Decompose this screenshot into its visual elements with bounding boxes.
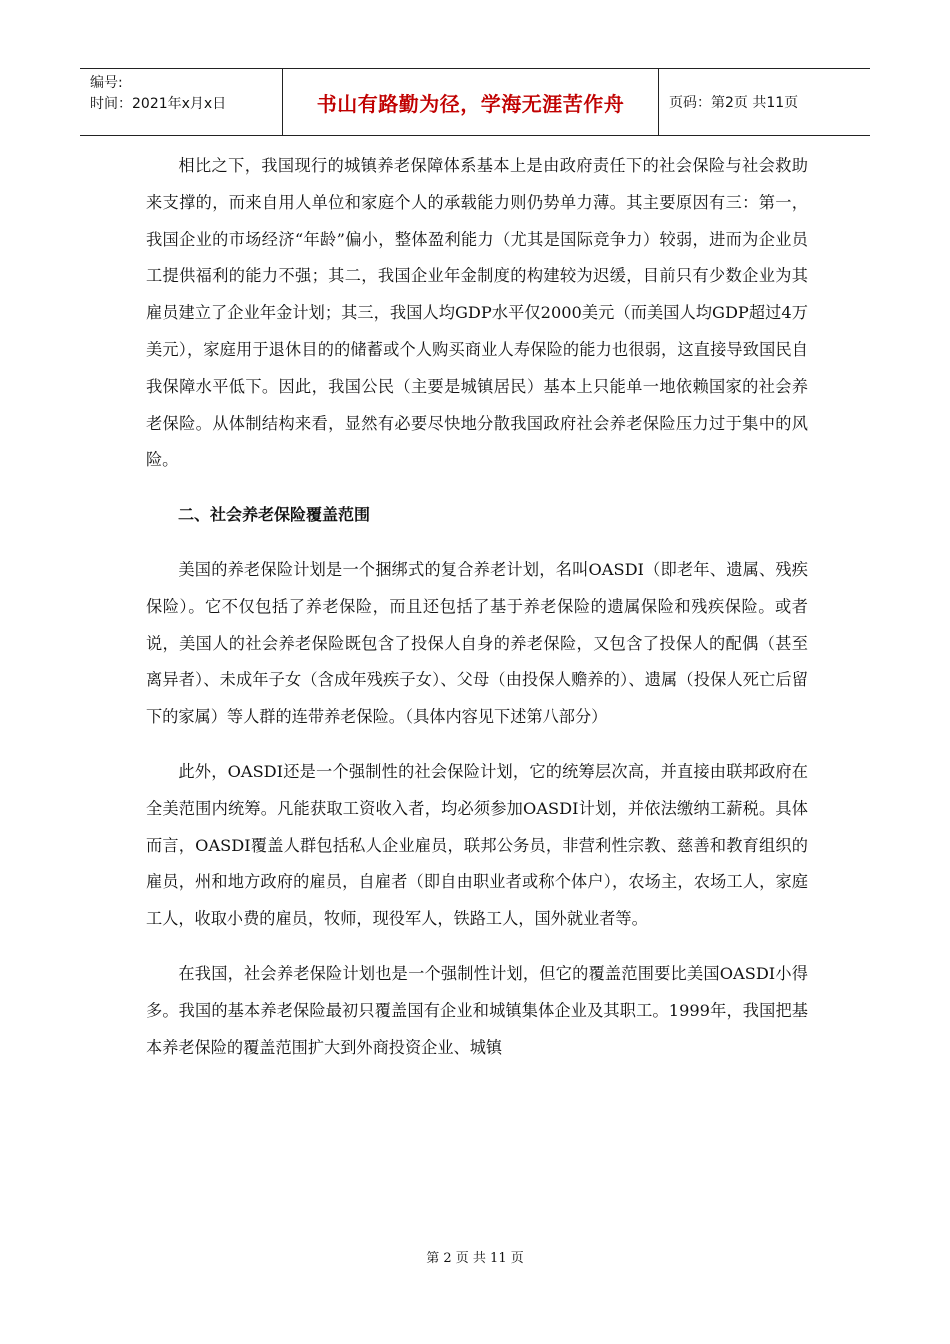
document-body [146,148,808,1066]
paragraph-3: 此外，OASDI还是一个强制性的社会保险计划，它的统筹层次高，并直接由联邦政府在全美范围内统筹。凡能获取工资收入者，均必须参加OASDI计划，并依法缴纳工薪税。具体而言，OASDI覆盖人群包括私人企业雇员，联邦公务员，非营利性宗教、慈善和教育组织的雇员，州和地方政府的雇员，自雇者（即自由职业者或称个体户），农场主，农场工人，家庭工人，收取小费的雇员，牧师，现役军人，铁路工人，国外就业者等。 [146,761,808,929]
document-number-label: 编号: [90,75,123,91]
header-meta [80,69,282,135]
paragraph-1: 相比之下，我国现行的城镇养老保障体系基本上是由政府责任下的社会保险与社会救助来支撑的，而来自用人单位和家庭个人的承载能力则仍势单力薄。其主要原因有三：第一，我国企业的市场经济“年龄”偏小，整体盈利能力（尤其是国际竞争力）较弱，进而为企业员工提供福利的能力不强；其二，我国企业年金制度的构建较为迟缓，目前只有少数企业为其雇员建立了企业年金计划；其三，我国人均GDP水平仅2000美元（而美国人均GDP超过4万美元），家庭用于退休目的的储蓄或个人购买商业人寿保险的能力也很弱，这直接导致国民自我保障水平低下。因此，我国公民（主要是城镇居民）基本上只能单一地依赖国家的社会养老保险。从体制结构来看，显然有必要尽快地分散我国政府社会养老保险压力过于集中的风险。 [146,156,808,470]
paragraph-4: 在我国，社会养老保险计划也是一个强制性计划，但它的覆盖范围要比美国OASDI小得多。我国的基本养老保险最初只覆盖国有企业和城镇集体企业及其职工。1999年，我国把基本养老保险的覆盖范围扩大到外商投资企业、城镇 [146,963,808,1057]
page-header [80,68,870,136]
document-time-label: 时间：2021年x月x日 [90,96,227,112]
paragraph-2: 美国的养老保险计划是一个捆绑式的复合养老计划，名叫OASDI（即老年、遗属、残疾保险）。它不仅包括了养老保险，而且还包括了基于养老保险的遗属保险和残疾保险。或者说，美国人的社会养老保险既包含了投保人自身的养老保险，又包含了投保人的配偶（甚至离异者）、未成年子女（含成年残疾子女）、父母（由投保人赡养的）、遗属（投保人死亡后留下的家属）等人群的连带养老保险。（具体内容见下述第八部分） [146,559,808,727]
header-motto: 书山有路勤为径，学海无涯苦作舟 [282,69,659,135]
section-heading: 二、社会养老保险覆盖范围 [178,505,371,525]
header-page-info: 页码：第2页 共11页 [669,95,799,111]
page-footer: 第 2 页 共 11 页 [426,1251,524,1266]
